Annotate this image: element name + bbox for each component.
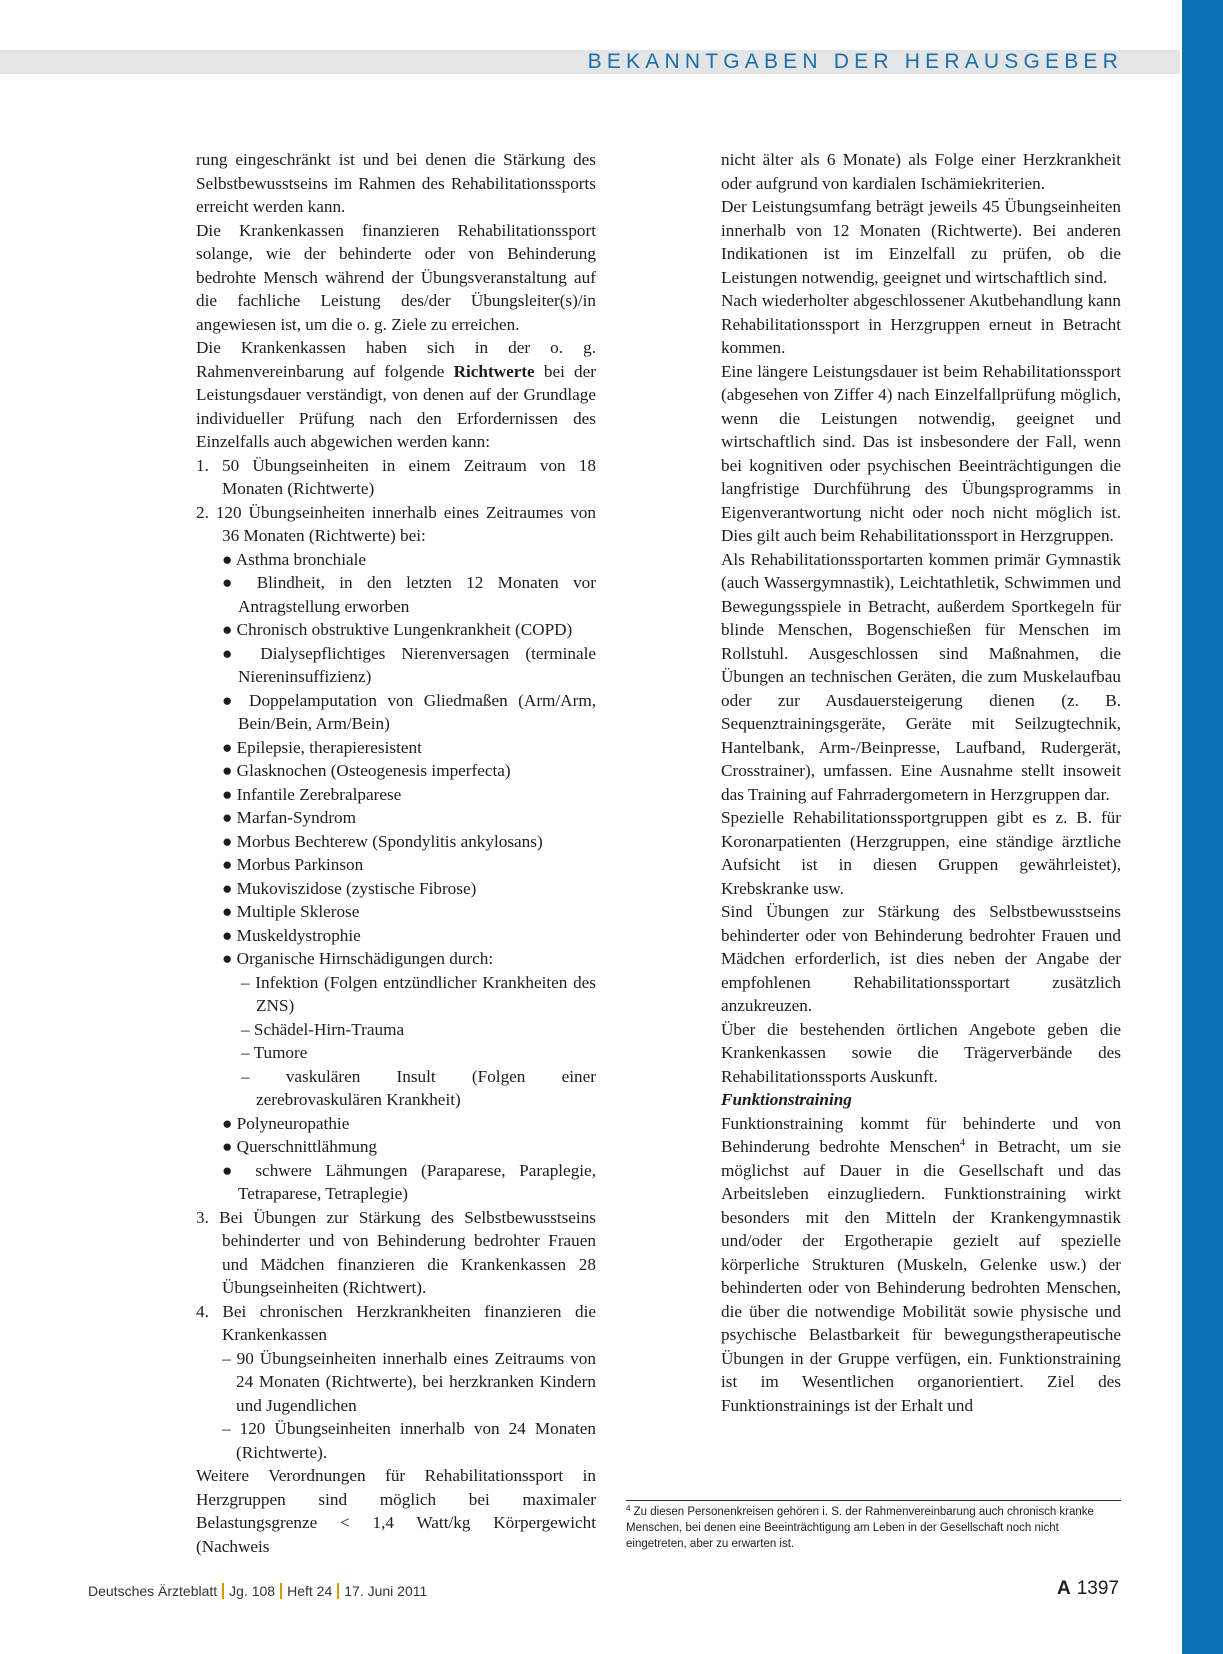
numbered-item-1: 1. 50 Übungseinheiten in einem Zeitraum von 18 Monaten (Richtwerte) (196, 455, 596, 498)
text-run: Funktionstraining kommt für behinderte und von Behinderung bedrohte Menschen (721, 1113, 1121, 1156)
paragraph: rung eingeschränkt ist und bei denen die Stärkung des Selbstbewusstseins im Rahmen des Rehabilitationssports erreicht werden kann. (196, 150, 596, 216)
paragraph: Nach wiederholter abgeschlossener Akutbehandlung kann Rehabilitationssport in Herzgruppen erneut in Betracht kommen. (721, 291, 1121, 357)
list-item: ● Marfan-Syndrom (222, 808, 357, 827)
sub-list-item: – 90 Übungseinheiten innerhalb eines Zeitraums von 24 Monaten (Richtwerte), bei herzkranken Kindern und Jugendlichen (222, 1348, 596, 1415)
footer-separator (280, 1583, 282, 1599)
sub-list-item: – Infektion (Folgen entzündlicher Krankheiten des ZNS) (241, 972, 596, 1015)
text-run: bei der Leistungsdauer verständigt, von denen auf der Grundlage individueller Prüfung nach den Erfordernissen des Einzelfalls auch abgewichen werden kann: (196, 361, 596, 451)
footnote-reference[interactable]: 4 (960, 1137, 966, 1149)
section-heading: Funktionstraining (721, 1090, 852, 1109)
bold-term: Richtwerte (453, 361, 535, 381)
paragraph: Als Rehabilitationssportarten kommen primär Gymnastik (auch Wassergymnastik), Leichtathletik, Schwimmen und Bewegungsspiele in Betracht, außerdem Sportkegeln für blinde Menschen, Bogenschießen für Menschen im Rollstuhl. Ausgeschlossen sind Maßnahmen, die Übungen an technischen Geräten, die zum Muskelaufbau oder zur Ausdauersteigerung dienen (z. B. Sequenztrainingsgeräte, Geräte mit Seilzugtechnik, Hantelbank, Arm-/Beinpresse, Laufband, Rudergerät, Crosstrainer), umfassen. Eine Ausnahme stellt insoweit das Training auf Fahrradergometern in Herzgruppen dar. (721, 549, 1121, 804)
journal-issue: Heft 24 (287, 1583, 333, 1599)
paragraph: Der Leistungsumfang beträgt jeweils 45 Übungseinheiten innerhalb von 12 Monaten (Richtwerte). Bei anderen Indikationen ist im Einzelfall zu prüfen, ob die Leistungen notwendig, geeignet und wirtschaftlich sind. (721, 197, 1121, 287)
text-run: Die Krankenkassen haben sich in der o. g. Rahmenvereinbarung auf folgende (196, 338, 596, 381)
page-prefix: A (1056, 1578, 1071, 1599)
sub-list-item: – Tumore (241, 1043, 308, 1062)
left-column (196, 148, 596, 1558)
footnote-mark: 4 (626, 1504, 631, 1513)
list-item: ● Dialysepflichtiges Nierenversagen (terminale Niereninsuffizienz) (222, 643, 596, 686)
section-header-title: BEKANNTGABEN DER HERAUSGEBER (587, 50, 1123, 73)
list-item: ● Morbus Bechterew (Spondylitis ankylosans) (222, 831, 543, 851)
list-item: ● Glasknochen (Osteogenesis imperfecta) (222, 761, 511, 780)
paragraph: Sind Übungen zur Stärkung des Selbstbewusstseins behinderter oder von Behinderung bedrohter Frauen und Mädchen erforderlich, ist dies neben der Angabe der empfohlenen Rehabilitationssportart zusätzlich anzukreuzen. (721, 902, 1121, 1015)
list-item: ● Epilepsie, therapieresistent (222, 737, 422, 757)
list-item: ● Morbus Parkinson (222, 855, 364, 874)
footnote-text: Zu diesen Personenkreisen gehören i. S. der Rahmenvereinbarung auch chronisch kranke Menschen, bei denen eine Beeinträchtigung am Leben in der Gesellschaft noch nicht eingetreten, aber zu erwarten ist. (626, 1506, 1094, 1550)
publication-date: 17. Juni 2011 (344, 1583, 428, 1599)
paragraph-richtwerte (196, 336, 596, 454)
sub-list-item: – vaskulären Insult (Folgen einer zerebrovaskulären Krankheit) (241, 1066, 596, 1109)
footnote-divider (626, 1500, 1121, 1501)
footer-separator (222, 1583, 224, 1599)
list-item: ● Querschnittlähmung (222, 1137, 378, 1156)
indication-list (196, 548, 596, 1206)
list-item: ● Mukoviszidose (zystische Fibrose) (222, 878, 477, 898)
list-item: ● Muskeldystrophie (222, 925, 361, 945)
list-item: ● Multiple Sklerose (222, 902, 360, 921)
footer-separator (337, 1583, 339, 1599)
journal-volume: Jg. 108 (229, 1583, 276, 1599)
numbered-item-4: 4. Bei chronischen Herzkrankheiten finanzieren die Krankenkassen (196, 1301, 596, 1344)
paragraph-funktionstraining (721, 1112, 1121, 1418)
numbered-item-2: 2. 120 Übungseinheiten innerhalb eines Zeitraumes von 36 Monaten (Richtwerte) bei: (196, 502, 596, 545)
list-item: ● Organische Hirnschädigungen durch: (222, 949, 494, 968)
text-run: in Betracht, um sie möglichst auf Dauer in die Gesellschaft und das Arbeitsleben einzugliedern. Funktionstraining wirkt besonders mit den Mitteln der Krankengymnastik und/oder der Ergotherapie gezielt auf spezielle körperliche Strukturen (Muskeln, Gelenke usw.) der behinderten oder von Behinderung bedrohten Menschen, die über die notwendige Mobilität sowie physische und psychische Belastbarkeit für bewegungstherapeutische Übungen in der Gruppe verfügen, ein. Funktionstraining ist im Wesentlichen organorientiert. Ziel des Funktionstrainings ist der Erhalt und (721, 1137, 1121, 1415)
list-item: ● Doppelamputation von Gliedmaßen (Arm/Arm, Bein/Bein, Arm/Bein) (222, 690, 596, 733)
list-item: ● schwere Lähmungen (Paraparese, Paraplegie, Tetraparese, Tetraplegie) (222, 1160, 596, 1203)
paragraph: Weitere Verordnungen für Rehabilitationssport in Herzgruppen sind möglich bei maximaler Belastungsgrenze < 1,4 Watt/kg Körpergewicht (Nachweis (196, 1466, 596, 1556)
page-number (1057, 1578, 1119, 1600)
paragraph: nicht älter als 6 Monate) als Folge einer Herzkrankheit oder aufgrund von kardialen Ischämiekriterien. (721, 150, 1121, 193)
paragraph: Die Krankenkassen finanzieren Rehabilitationssport solange, wie der behinderte oder von Behinderung bedrohte Mensch während der Übungsveranstaltung auf die fachliche Leistung des/der Übungsleiter(s)/in angewiesen ist, um die o. g. Ziele zu erreichen. (196, 220, 596, 334)
right-column (721, 148, 1121, 1417)
sub-list-item: – 120 Übungseinheiten innerhalb von 24 Monaten (Richtwerte). (222, 1419, 596, 1462)
paragraph: Spezielle Rehabilitationssportgruppen gibt es z. B. für Koronarpatienten (Herzgruppen, eine ständige ärztliche Aufsicht ist in diesen Gruppen gewährleistet), Krebskranke usw. (721, 808, 1121, 898)
list-item: ● Polyneuropathie (222, 1113, 350, 1133)
footnote (626, 1504, 1121, 1552)
list-item: ● Asthma bronchiale (222, 549, 367, 569)
paragraph: Über die bestehenden örtlichen Angebote geben die Krankenkassen sowie die Trägerverbände des Rehabilitationssports Auskunft. (721, 1019, 1121, 1086)
journal-name: Deutsches Ärzteblatt (88, 1583, 218, 1599)
paragraph: Eine längere Leistungsdauer ist beim Rehabilitationssport (abgesehen von Ziffer 4) nach Einzelfallprüfung möglich, wenn die Leistungen notwendig, geeignet und wirtschaftlich sind. Das ist insbesondere der Fall, wenn bei kognitiven oder psychischen Beeinträchtigungen die langfristige Durchführung des Übungsprogramms in Eigenverantwortung nicht oder noch nicht möglich ist. Dies gilt auch beim Rehabilitationssport in Herzgruppen. (721, 361, 1121, 545)
list-item: ● Infantile Zerebralparese (222, 784, 402, 804)
numbered-item-3: 3. Bei Übungen zur Stärkung des Selbstbewusstseins behinderter und von Behinderung bedrohter Frauen und Mädchen finanzieren die Krankenkassen 28 Übungseinheiten (Richtwert). (196, 1207, 596, 1297)
page-number-value: 1397 (1076, 1578, 1119, 1599)
side-color-stripe (1182, 0, 1223, 1654)
sub-list-item: – Schädel-Hirn-Trauma (241, 1019, 405, 1039)
page-footer (88, 1583, 427, 1599)
list-item: ● Chronisch obstruktive Lungenkrankheit (COPD) (222, 620, 573, 639)
list-item: ● Blindheit, in den letzten 12 Monaten vor Antragstellung erworben (222, 573, 596, 616)
